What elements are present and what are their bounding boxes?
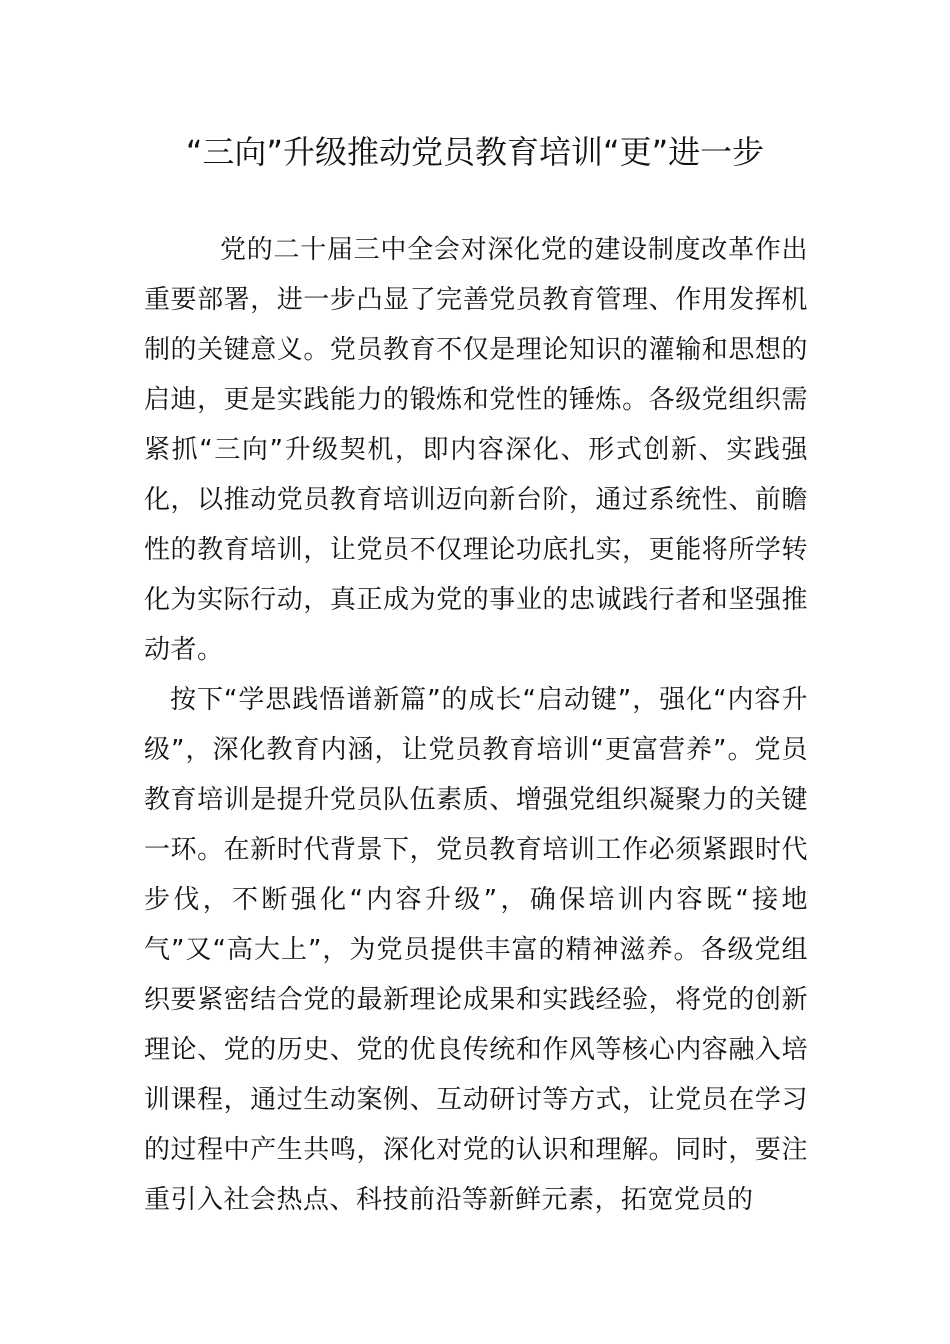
paragraph-1: 党的二十届三中全会对深化党的建设制度改革作出重要部署，进一步凸显了完善党员教育管理、作用发挥机制的关键意义。党员教育不仅是理论知识的灌输和思想的启迪，更是实践能力的锻炼和党性的锤炼。各级党组织需紧抓“三向”升级契机，即内容深化、形式创新、实践强化，以推动党员教育培训迈向新台阶，通过系统性、前瞻性的教育培训，让党员不仅理论功底扎实，更能将所学转化为实际行动，真正成为党的事业的忠诚践行者和坚强推动者。 (144, 235, 808, 665)
document-title: “三向”升级推动党员教育培训“更”进一步 (185, 133, 765, 171)
paragraph-2: 按下“学思践悟谱新篇”的成长“启动键”，强化“内容升级”，深化教育内涵，让党员教育培训“更富营养”。党员教育培训是提升党员队伍素质、增强党组织凝聚力的关键一环。在新时代背景下，党员教育培训工作必须紧跟时代步伐，不断强化“内容升级”，确保培训内容既“接地气”又“高大上”，为党员提供丰富的精神滋养。各级党组织要紧密结合党的最新理论成果和实践经验，将党的创新理论、党的历史、党的优良传统和作风等核心内容融入培训课程，通过生动案例、互动研讨等方式，让党员在学习的过程中产生共鸣，深化对党的认识和理解。同时，要注重引入社会热点、科技前沿等新鲜元素，拓宽党员的 (144, 685, 808, 1215)
document-body (144, 225, 808, 1225)
